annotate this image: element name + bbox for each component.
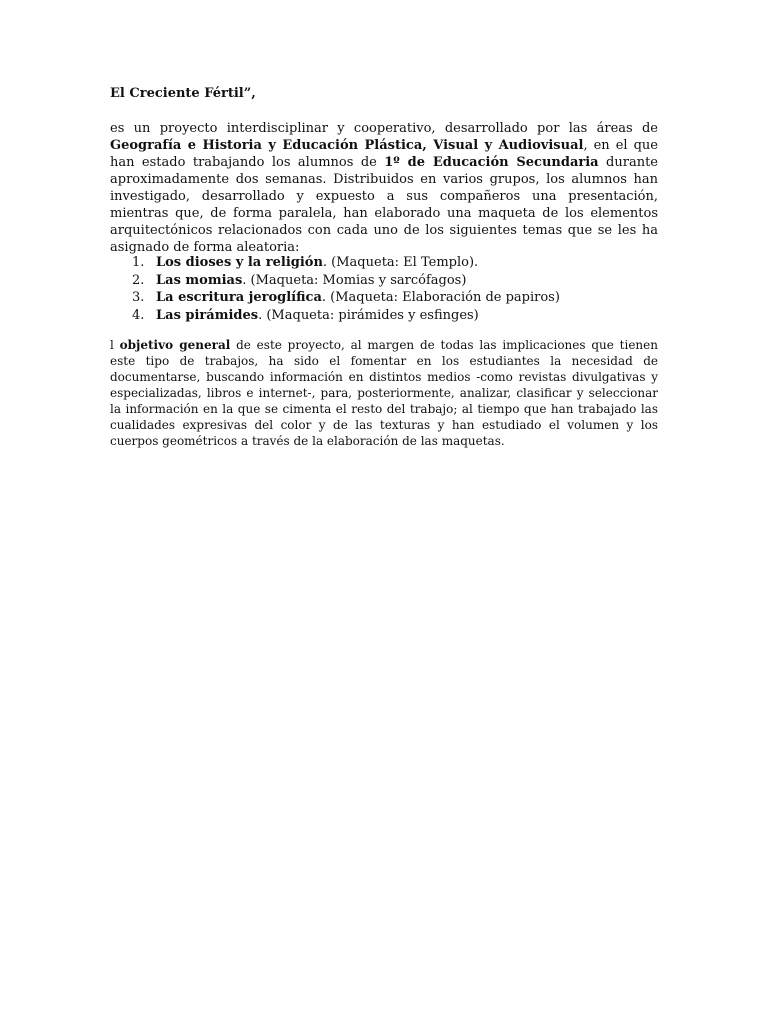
list-item-detail: . (Maqueta: El Templo). [322, 255, 479, 270]
list-item-number: 3. [132, 290, 145, 305]
list-item [110, 272, 658, 290]
intro-paragraph [110, 120, 658, 256]
intro-course-level: 1º de Educación Secundaria [384, 155, 599, 170]
list-item-detail: . (Maqueta: pirámides y esfinges) [258, 307, 479, 323]
objective-text-1: l [110, 338, 120, 352]
list-item-topic: Los dioses y la religión [156, 255, 323, 270]
document-title: El Creciente Fértil”, [110, 86, 256, 101]
topics-list [110, 254, 658, 324]
intro-text-2: , en el que han estado trabajando los alumnos de [110, 138, 658, 170]
list-item-topic: La escritura jeroglífica [156, 290, 322, 305]
objective-paragraph [110, 337, 658, 449]
intro-text-3: durante aproximadamente dos semanas. Distribuidos en varios grupos, los alumnos han investigado, desarrollado y expuesto a sus compañeros una presentación, mientras que, de forma paralela, han elaborado una maqueta de los elementos arquitectónicos relacionados con cada uno de los siguientes temas que se les ha asignado de forma aleatoria: [110, 155, 658, 255]
objective-text-2: de este proyecto, al margen de todas las implicaciones que tienen este tipo de trabajos, ha sido el fomentar en los estudiantes la necesidad de documentarse, buscando información en distintos medios -como revistas divulgativas y especializadas, libros e internet-, para, posteriormente, analizar, clasificar y seleccionar la información en la que se cimenta el resto del trabajo; al tiempo que han trabajado las cualidades expresivas del color y de las texturas y han estudiado el volumen y los cuerpos geométricos a través de la elaboración de las maquetas. [110, 338, 658, 448]
intro-text-1: es un proyecto interdisciplinar y cooperativo, desarrollado por las áreas de [110, 121, 658, 136]
list-item-detail: . (Maqueta: Momias y sarcófagos) [242, 272, 467, 288]
intro-subject-areas: Geografía e Historia y Educación Plástica, Visual y Audiovisual [110, 138, 584, 153]
list-item-detail: . (Maqueta: Elaboración de papiros) [321, 290, 560, 305]
list-item [110, 254, 658, 272]
list-item [110, 289, 658, 307]
list-item-topic: Las pirámides [156, 307, 259, 323]
list-item [110, 307, 658, 325]
list-item-number: 1. [132, 255, 145, 270]
list-item-number: 4. [132, 307, 145, 323]
list-item-topic: Las momias [156, 272, 243, 288]
objective-keyword: objetivo general [119, 338, 231, 352]
list-item-number: 2. [132, 272, 145, 288]
